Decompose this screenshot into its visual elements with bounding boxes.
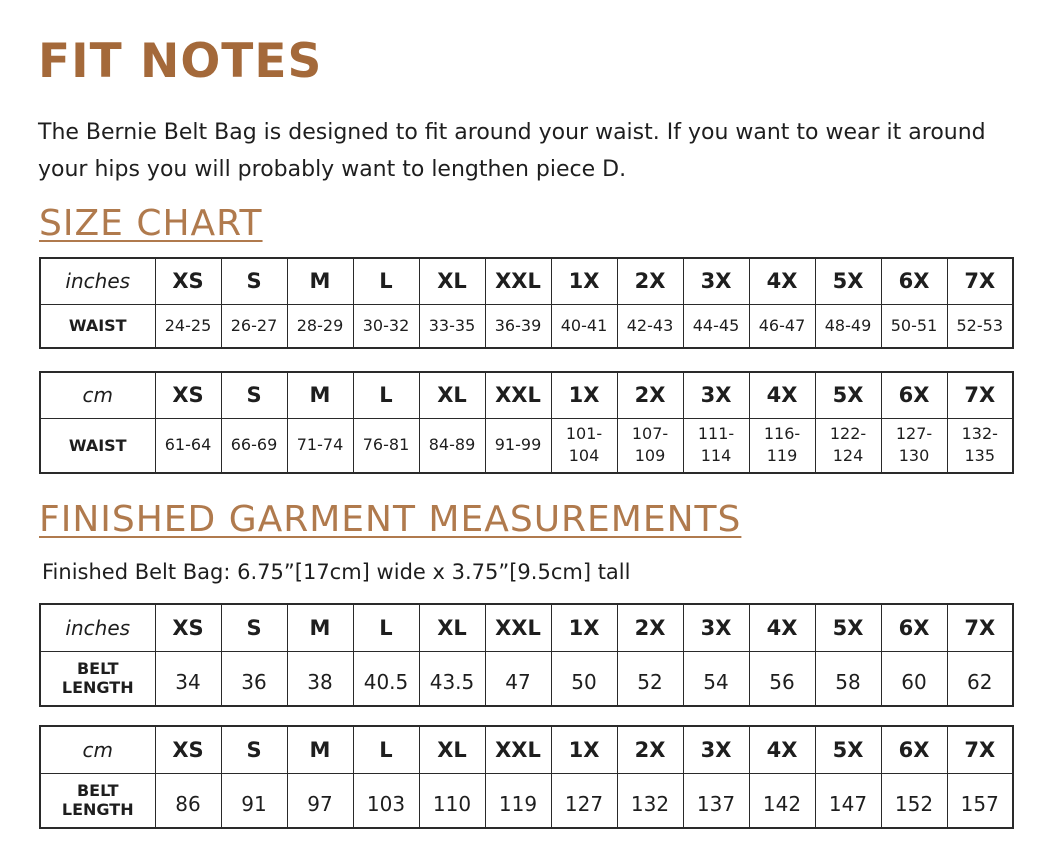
- size-label-xxl: XXL: [485, 726, 551, 773]
- size-label-3x: 3X: [683, 258, 749, 304]
- unit-label: cm: [40, 372, 155, 418]
- belt-length-cm-table: [39, 725, 1014, 829]
- value-cell-s: 26-27: [221, 304, 287, 348]
- size-label-4x: 4X: [749, 372, 815, 418]
- measurement-row: [40, 418, 1013, 473]
- unit-label: cm: [40, 726, 155, 773]
- size-label-2x: 2X: [617, 604, 683, 651]
- value-cell-xxl: 91-99: [485, 418, 551, 473]
- size-label-xl: XL: [419, 604, 485, 651]
- value-cell-6x: 50-51: [881, 304, 947, 348]
- value-cell-7x: 62: [947, 651, 1013, 706]
- value-cell-1x: 101- 104: [551, 418, 617, 473]
- measurement-row: [40, 651, 1013, 706]
- value-cell-m: 28-29: [287, 304, 353, 348]
- value-cell-xs: 34: [155, 651, 221, 706]
- size-label-2x: 2X: [617, 258, 683, 304]
- value-cell-xs: 24-25: [155, 304, 221, 348]
- size-label-6x: 6X: [881, 372, 947, 418]
- size-label-5x: 5X: [815, 372, 881, 418]
- size-label-4x: 4X: [749, 258, 815, 304]
- size-label-s: S: [221, 258, 287, 304]
- size-label-xs: XS: [155, 258, 221, 304]
- size-label-s: S: [221, 372, 287, 418]
- value-cell-xxl: 36-39: [485, 304, 551, 348]
- size-label-xl: XL: [419, 372, 485, 418]
- value-cell-1x: 40-41: [551, 304, 617, 348]
- size-header-row: [40, 372, 1013, 418]
- value-cell-m: 38: [287, 651, 353, 706]
- waist-cm-table: [39, 371, 1014, 474]
- size-label-xl: XL: [419, 258, 485, 304]
- value-cell-4x: 142: [749, 773, 815, 828]
- value-cell-7x: 52-53: [947, 304, 1013, 348]
- size-label-5x: 5X: [815, 258, 881, 304]
- value-cell-m: 71-74: [287, 418, 353, 473]
- value-cell-6x: 127- 130: [881, 418, 947, 473]
- value-cell-4x: 46-47: [749, 304, 815, 348]
- value-cell-7x: 132- 135: [947, 418, 1013, 473]
- value-cell-4x: 56: [749, 651, 815, 706]
- size-label-7x: 7X: [947, 258, 1013, 304]
- value-cell-xl: 43.5: [419, 651, 485, 706]
- value-cell-s: 36: [221, 651, 287, 706]
- value-cell-3x: 54: [683, 651, 749, 706]
- size-label-l: L: [353, 604, 419, 651]
- size-label-xxl: XXL: [485, 372, 551, 418]
- row-label: WAIST: [40, 304, 155, 348]
- size-label-2x: 2X: [617, 726, 683, 773]
- size-label-1x: 1X: [551, 258, 617, 304]
- measurement-row: [40, 773, 1013, 828]
- value-cell-2x: 107- 109: [617, 418, 683, 473]
- value-cell-5x: 122- 124: [815, 418, 881, 473]
- value-cell-xs: 86: [155, 773, 221, 828]
- value-cell-3x: 111- 114: [683, 418, 749, 473]
- size-label-1x: 1X: [551, 726, 617, 773]
- size-label-7x: 7X: [947, 372, 1013, 418]
- size-label-s: S: [221, 604, 287, 651]
- page-title: FIT NOTES: [38, 34, 323, 89]
- value-cell-3x: 137: [683, 773, 749, 828]
- size-label-6x: 6X: [881, 604, 947, 651]
- size-header-row: [40, 258, 1013, 304]
- size-label-1x: 1X: [551, 372, 617, 418]
- size-chart-heading: SIZE CHART: [39, 203, 263, 244]
- size-label-m: M: [287, 258, 353, 304]
- measurement-row: [40, 304, 1013, 348]
- size-header-row: [40, 604, 1013, 651]
- value-cell-7x: 157: [947, 773, 1013, 828]
- size-label-1x: 1X: [551, 604, 617, 651]
- row-label: WAIST: [40, 418, 155, 473]
- unit-label: inches: [40, 604, 155, 651]
- value-cell-6x: 60: [881, 651, 947, 706]
- value-cell-2x: 52: [617, 651, 683, 706]
- waist-inches-table: [39, 257, 1014, 349]
- size-label-3x: 3X: [683, 726, 749, 773]
- unit-label: inches: [40, 258, 155, 304]
- size-label-7x: 7X: [947, 726, 1013, 773]
- size-label-xs: XS: [155, 726, 221, 773]
- value-cell-xl: 33-35: [419, 304, 485, 348]
- value-cell-5x: 48-49: [815, 304, 881, 348]
- size-label-s: S: [221, 726, 287, 773]
- value-cell-m: 97: [287, 773, 353, 828]
- value-cell-xs: 61-64: [155, 418, 221, 473]
- size-label-xxl: XXL: [485, 258, 551, 304]
- value-cell-xxl: 119: [485, 773, 551, 828]
- intro-paragraph: The Bernie Belt Bag is designed to fit around your waist. If you want to wear it around your hips you will probably want to lengthen piece D.: [38, 120, 986, 182]
- value-cell-4x: 116- 119: [749, 418, 815, 473]
- value-cell-1x: 127: [551, 773, 617, 828]
- size-label-l: L: [353, 372, 419, 418]
- size-label-xxl: XXL: [485, 604, 551, 651]
- value-cell-1x: 50: [551, 651, 617, 706]
- value-cell-5x: 58: [815, 651, 881, 706]
- value-cell-l: 30-32: [353, 304, 419, 348]
- size-label-4x: 4X: [749, 726, 815, 773]
- size-label-xs: XS: [155, 372, 221, 418]
- size-label-xs: XS: [155, 604, 221, 651]
- size-label-l: L: [353, 258, 419, 304]
- value-cell-l: 103: [353, 773, 419, 828]
- size-label-xl: XL: [419, 726, 485, 773]
- size-label-5x: 5X: [815, 604, 881, 651]
- value-cell-s: 91: [221, 773, 287, 828]
- value-cell-s: 66-69: [221, 418, 287, 473]
- belt-length-inches-table: [39, 603, 1014, 707]
- size-label-4x: 4X: [749, 604, 815, 651]
- size-label-m: M: [287, 604, 353, 651]
- size-label-l: L: [353, 726, 419, 773]
- value-cell-l: 76-81: [353, 418, 419, 473]
- row-label: BELT LENGTH: [40, 651, 155, 706]
- value-cell-xl: 110: [419, 773, 485, 828]
- size-label-3x: 3X: [683, 604, 749, 651]
- size-label-2x: 2X: [617, 372, 683, 418]
- value-cell-5x: 147: [815, 773, 881, 828]
- size-label-6x: 6X: [881, 258, 947, 304]
- value-cell-2x: 42-43: [617, 304, 683, 348]
- size-label-3x: 3X: [683, 372, 749, 418]
- finished-note: Finished Belt Bag: 6.75”[17cm] wide x 3.75”[9.5cm] tall: [42, 560, 631, 584]
- row-label: BELT LENGTH: [40, 773, 155, 828]
- value-cell-l: 40.5: [353, 651, 419, 706]
- size-label-5x: 5X: [815, 726, 881, 773]
- value-cell-2x: 132: [617, 773, 683, 828]
- size-header-row: [40, 726, 1013, 773]
- size-label-6x: 6X: [881, 726, 947, 773]
- size-label-m: M: [287, 372, 353, 418]
- value-cell-6x: 152: [881, 773, 947, 828]
- finished-heading: FINISHED GARMENT MEASUREMENTS: [39, 499, 742, 540]
- size-label-m: M: [287, 726, 353, 773]
- value-cell-3x: 44-45: [683, 304, 749, 348]
- value-cell-xxl: 47: [485, 651, 551, 706]
- value-cell-xl: 84-89: [419, 418, 485, 473]
- size-label-7x: 7X: [947, 604, 1013, 651]
